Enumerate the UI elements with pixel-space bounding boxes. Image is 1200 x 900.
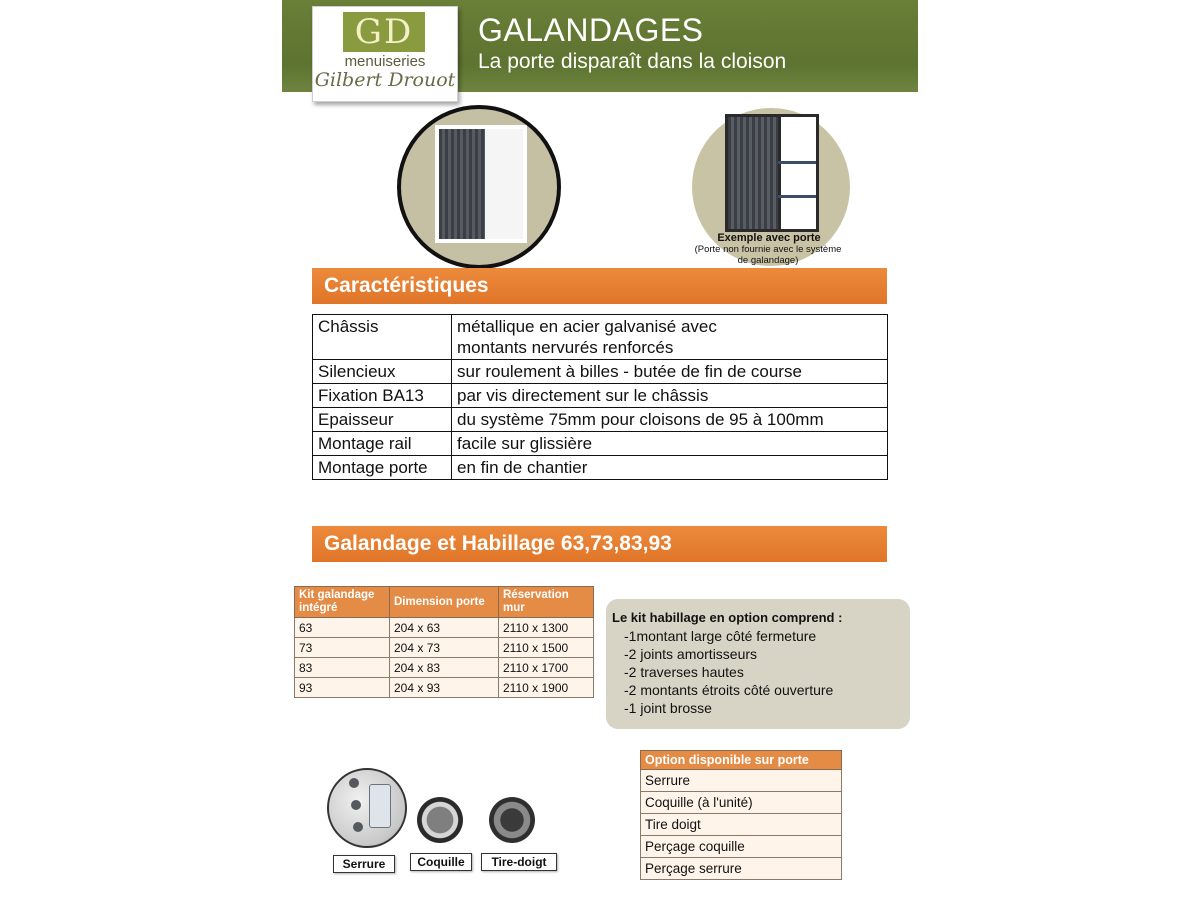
row-label: Montage rail: [313, 432, 452, 456]
row-label: Châssis: [313, 315, 452, 360]
table-row: [313, 408, 888, 432]
door-example-image: [725, 114, 819, 232]
example-caption: Exemple avec porte: [717, 232, 821, 244]
kit-item: -1 joint brosse: [624, 700, 712, 716]
table-header-row: [295, 587, 594, 618]
row-label: Fixation BA13: [313, 384, 452, 408]
row-value: par vis directement sur le châssis: [452, 384, 888, 408]
row-label: Silencieux: [313, 360, 452, 384]
door-post: [778, 117, 781, 229]
accessory-label: Tire-doigt: [481, 853, 557, 871]
row-value-line: métallique en acier galvanisé avec: [457, 317, 717, 336]
characteristics-table: [312, 314, 888, 480]
table-row: [641, 858, 842, 880]
page-title: GALANDAGES: [478, 12, 704, 48]
row-value: [452, 315, 888, 360]
row-label: Epaisseur: [313, 408, 452, 432]
dimension-cell: 204 x 83: [390, 658, 499, 678]
column-header: Dimension porte: [390, 587, 499, 618]
option-cell: Perçage coquille: [641, 836, 842, 858]
lock-image: [327, 768, 407, 848]
row-value: sur roulement à billes - butée de fin de course: [452, 360, 888, 384]
door-rail: [778, 161, 816, 164]
reservation-cell: 2110 x 1700: [499, 658, 594, 678]
row-value: en fin de chantier: [452, 456, 888, 480]
kit-item: -1montant large côté fermeture: [624, 628, 817, 644]
door-rail: [778, 195, 816, 198]
table-row: [313, 456, 888, 480]
reservation-cell: 2110 x 1300: [499, 618, 594, 638]
row-value-line: montants nervurés renforcés: [457, 338, 674, 357]
table-row: [295, 678, 594, 698]
door-frame: [435, 125, 527, 243]
lock-part: [351, 800, 361, 810]
logo-signature: Gilbert Drouot: [314, 69, 456, 91]
row-value: facile sur glissière: [452, 432, 888, 456]
door-options-table: [640, 750, 842, 880]
dimension-cell: 204 x 63: [390, 618, 499, 638]
galandage-heading: Galandage et Habillage 63,73,83,93: [312, 526, 887, 562]
reservation-cell: 2110 x 1500: [499, 638, 594, 658]
column-header: Kit galandage intégré: [295, 587, 390, 618]
pocket-door-frame-image: [397, 105, 561, 269]
kit-cell: 83: [295, 658, 390, 678]
table-row: [641, 836, 842, 858]
door-slab: [728, 117, 778, 229]
logo-subtitle: menuiseries: [344, 53, 426, 70]
characteristics-heading: Caractéristiques: [312, 268, 887, 304]
accessory-label: Serrure: [333, 855, 395, 873]
lock-part: [349, 778, 359, 788]
accessory-label: Coquille: [410, 853, 472, 871]
finger-pull-image: [489, 797, 535, 843]
kit-habillage-intro: Le kit habillage en option comprend :: [612, 610, 843, 625]
option-cell: Serrure: [641, 770, 842, 792]
logo-initials: GD: [343, 12, 425, 52]
table-row: [641, 792, 842, 814]
option-cell: Tire doigt: [641, 814, 842, 836]
column-header: Option disponible sur porte: [641, 751, 842, 770]
table-row: [313, 315, 888, 360]
option-cell: Perçage serrure: [641, 858, 842, 880]
table-row: [313, 432, 888, 456]
table-row: [295, 618, 594, 638]
dimension-cell: 204 x 73: [390, 638, 499, 658]
kit-item: -2 traverses hautes: [624, 664, 744, 680]
row-label: Montage porte: [313, 456, 452, 480]
dimension-cell: 204 x 93: [390, 678, 499, 698]
option-cell: Coquille (à l'unité): [641, 792, 842, 814]
table-row: [641, 770, 842, 792]
recessed-pull-image: [417, 797, 463, 843]
table-row: [295, 638, 594, 658]
table-row: [295, 658, 594, 678]
kit-item: -2 joints amortisseurs: [624, 646, 758, 662]
table-header-row: [641, 751, 842, 770]
company-logo: [312, 6, 458, 102]
kit-habillage-box: [606, 599, 910, 729]
door-slab: [439, 129, 485, 239]
kit-dimensions-table: [294, 586, 594, 698]
lock-plate: [369, 784, 391, 828]
kit-item: -2 montants étroits côté ouverture: [624, 682, 834, 698]
reservation-cell: 2110 x 1900: [499, 678, 594, 698]
kit-cell: 73: [295, 638, 390, 658]
kit-cell: 63: [295, 618, 390, 638]
table-row: [313, 384, 888, 408]
table-row: [641, 814, 842, 836]
row-value: du système 75mm pour cloisons de 95 à 100mm: [452, 408, 888, 432]
lock-part: [353, 822, 363, 832]
page-subtitle: La porte disparaît dans la cloison: [478, 50, 787, 73]
kit-cell: 93: [295, 678, 390, 698]
example-caption-note: (Porte non fournie avec le système de galandage): [694, 244, 842, 266]
table-row: [313, 360, 888, 384]
column-header: Réservation mur: [499, 587, 594, 618]
